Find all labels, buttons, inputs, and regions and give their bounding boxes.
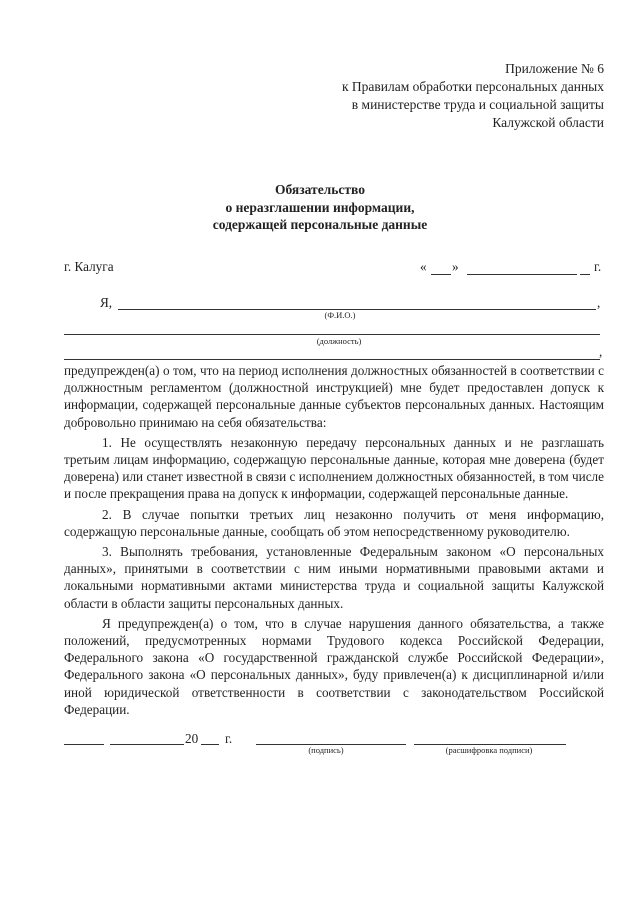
liability-warning: Я предупрежден(а) о том, что в случае нарушения данного обязательства, а также положений, предусмотренных нормами Трудового кодекса Российской Федерации, Федерального закона «О государственной гражданской службе Российской Федерации», Федерального закона «О персональных данных», буду привлечен(а) к дисциплинарной и/или иной юридической ответственности в соответствии с законодательством Российской Федерации. (64, 615, 604, 717)
position-field[interactable] (64, 334, 600, 335)
obligation-item-3: 3. Выполнять требования, установленные Федеральным законом «О персональных данных», принятыми в соответствии с ним иными нормативными правовыми актами и локальными нормативными актами министерства труда и социальной защиты Калужской области в области защиты персональных данных. (64, 544, 604, 611)
decoding-label: (расшифровка подписи) (445, 745, 533, 755)
date-quote-open: « (420, 259, 427, 274)
signature-label: (подпись) (308, 745, 344, 755)
sign-year-suffix: г. (225, 731, 233, 746)
appendix-ministry: в министерстве труда и социальной защиты (351, 97, 604, 112)
obligation-body (64, 362, 604, 718)
sign-year-field[interactable] (201, 744, 219, 745)
sign-month-field[interactable] (110, 744, 184, 745)
title-line-2: о неразглашении информации, (225, 199, 415, 215)
position-field-continued[interactable] (64, 359, 600, 360)
title-line-1: Обязательство (275, 182, 365, 197)
fio-label: (Ф.И.О.) (324, 310, 356, 320)
appendix-header (342, 60, 604, 132)
appendix-number: Приложение № 6 (505, 61, 604, 76)
position-label: (должность) (316, 336, 362, 346)
fio-comma: , (597, 295, 601, 310)
title-line-3: содержащей персональные данные (212, 217, 428, 232)
obligation-item-1: 1. Не осуществлять незаконную передачу персональных данных и не разглашать третьим лицам информацию, содержащую персональные данные, которая мне доверена (будет доверена) или станет известной в связи с исполнением должностных обязанностей, в том числе и после прекращения права на допуск к информации, содержащей персональные данные. (64, 434, 604, 502)
city-label: г. Калуга (64, 259, 114, 274)
date-month-field[interactable] (467, 274, 577, 275)
sign-year-prefix: 20 (185, 731, 199, 746)
date-quote-close: » (452, 259, 459, 274)
sign-day-field[interactable] (64, 744, 104, 745)
obligation-item-2: 2. В случае попытки третьих лиц незаконно получить от меня информацию, содержащую персональные данные, сообщать об этом непосредственному руководителю. (64, 506, 604, 539)
intro-paragraph: предупрежден(а) о том, что на период исполнения должностных обязанностей в соответствии с должностным регламентом (должностной инструкцией) мне будет предоставлен допуск к информации, содержащей персональные данные субъектов персональных данных. Настоящим добровольно принимаю на себя обязательства: (64, 363, 604, 430)
appendix-rules-reference: к Правилам обработки персональных данных (341, 79, 604, 94)
date-year-suffix: г. (594, 259, 602, 274)
position-end-comma: , (599, 344, 603, 359)
document-title (0, 181, 640, 234)
date-day-field[interactable] (431, 274, 451, 275)
appendix-region: Калужской области (492, 115, 604, 130)
signer-prefix: Я, (100, 295, 113, 310)
date-year-field[interactable] (580, 274, 590, 275)
